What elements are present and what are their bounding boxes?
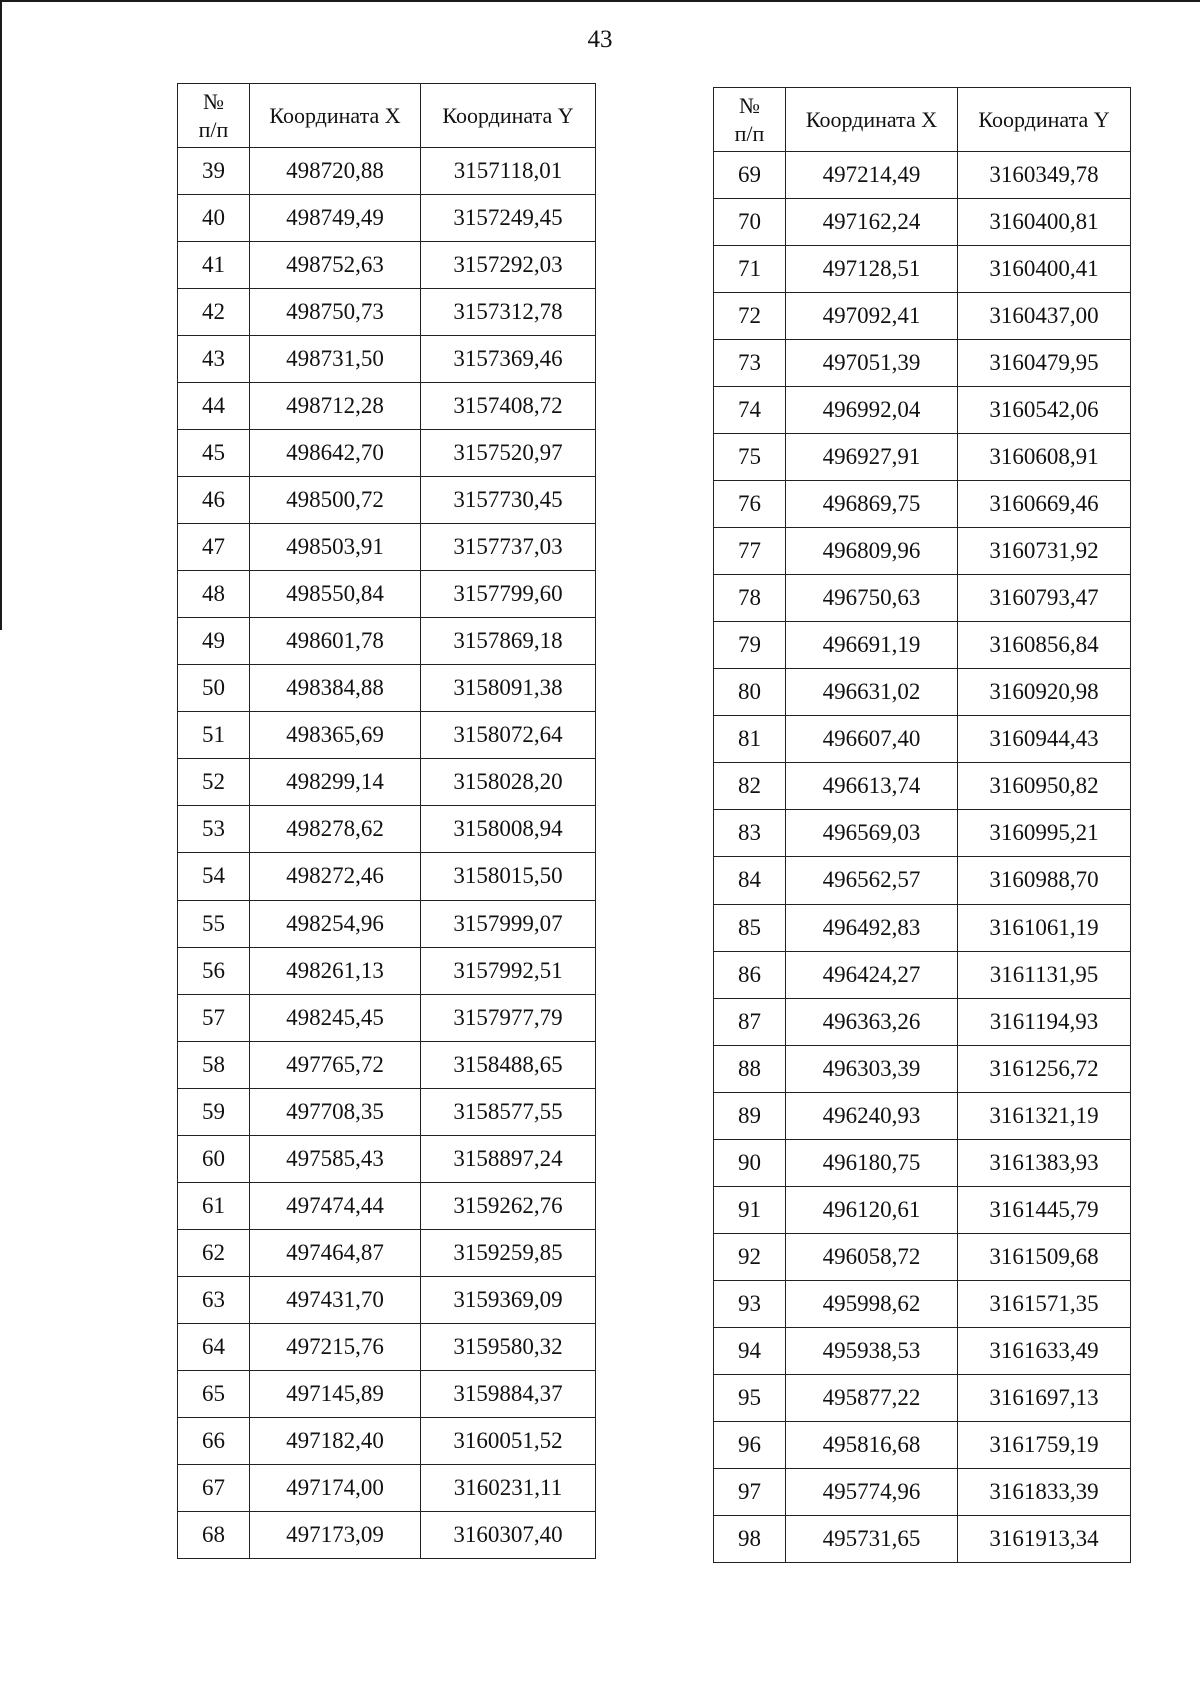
table-row (714, 763, 1131, 810)
cell-number: 73 (714, 340, 786, 387)
cell-coordinate-x: 495938,53 (786, 1327, 958, 1374)
table-row (178, 571, 596, 618)
cell-coordinate-x: 498299,14 (250, 759, 421, 806)
cell-coordinate-x: 497145,89 (250, 1370, 421, 1417)
cell-coordinate-y: 3157369,46 (421, 336, 596, 383)
table-row (714, 1374, 1131, 1421)
cell-coordinate-x: 496613,74 (786, 763, 958, 810)
cell-number: 95 (714, 1374, 786, 1421)
cell-coordinate-x: 496120,61 (786, 1186, 958, 1233)
table-row (178, 712, 596, 759)
cell-coordinate-y: 3158488,65 (421, 1041, 596, 1088)
cell-coordinate-y: 3160988,70 (958, 857, 1131, 904)
cell-coordinate-x: 496424,27 (786, 951, 958, 998)
cell-number: 44 (178, 383, 250, 430)
cell-number: 52 (178, 759, 250, 806)
cell-coordinate-y: 3161256,72 (958, 1045, 1131, 1092)
cell-number: 69 (714, 152, 786, 199)
table-row (714, 622, 1131, 669)
cell-number: 90 (714, 1139, 786, 1186)
cell-coordinate-x: 497708,35 (250, 1088, 421, 1135)
cell-coordinate-x: 497474,44 (250, 1182, 421, 1229)
cell-number: 70 (714, 199, 786, 246)
cell-coordinate-x: 498712,28 (250, 383, 421, 430)
cell-number: 48 (178, 571, 250, 618)
cell-coordinate-x: 496303,39 (786, 1045, 958, 1092)
cell-number: 49 (178, 618, 250, 665)
table-row (178, 947, 596, 994)
table-row (714, 904, 1131, 951)
scan-edge-left (0, 0, 2, 630)
coordinates-table-right (713, 87, 1131, 1563)
cell-coordinate-y: 3161759,19 (958, 1421, 1131, 1468)
table-row (714, 152, 1131, 199)
cell-coordinate-y: 3161571,35 (958, 1280, 1131, 1327)
table-row (714, 340, 1131, 387)
cell-coordinate-y: 3157999,07 (421, 900, 596, 947)
cell-number: 97 (714, 1468, 786, 1515)
cell-number: 75 (714, 434, 786, 481)
cell-coordinate-y: 3157730,45 (421, 477, 596, 524)
cell-coordinate-y: 3157249,45 (421, 195, 596, 242)
cell-number: 80 (714, 669, 786, 716)
cell-number: 64 (178, 1323, 250, 1370)
cell-coordinate-x: 498365,69 (250, 712, 421, 759)
cell-number: 96 (714, 1421, 786, 1468)
cell-coordinate-y: 3160920,98 (958, 669, 1131, 716)
cell-number: 81 (714, 716, 786, 763)
cell-coordinate-x: 497585,43 (250, 1135, 421, 1182)
cell-number: 88 (714, 1045, 786, 1092)
cell-number: 71 (714, 246, 786, 293)
cell-coordinate-x: 496607,40 (786, 716, 958, 763)
cell-coordinate-x: 497214,49 (786, 152, 958, 199)
cell-number: 56 (178, 947, 250, 994)
table-row (714, 575, 1131, 622)
table-row (714, 387, 1131, 434)
cell-coordinate-x: 497464,87 (250, 1229, 421, 1276)
table-row (714, 1280, 1131, 1327)
cell-coordinate-y: 3160307,40 (421, 1511, 596, 1558)
cell-coordinate-x: 497162,24 (786, 199, 958, 246)
header-number: № п/п (178, 84, 250, 148)
cell-coordinate-y: 3161061,19 (958, 904, 1131, 951)
table-row (714, 1327, 1131, 1374)
cell-coordinate-x: 498272,46 (250, 853, 421, 900)
table-row (714, 1186, 1131, 1233)
cell-number: 58 (178, 1041, 250, 1088)
cell-number: 83 (714, 810, 786, 857)
table-row (178, 289, 596, 336)
cell-coordinate-y: 3161321,19 (958, 1092, 1131, 1139)
table-row (178, 336, 596, 383)
table-row (178, 1088, 596, 1135)
header-coordinate-x: Координата X (250, 84, 421, 148)
cell-coordinate-y: 3160437,00 (958, 293, 1131, 340)
cell-coordinate-x: 496492,83 (786, 904, 958, 951)
cell-number: 47 (178, 524, 250, 571)
header-number: № п/п (714, 88, 786, 152)
cell-coordinate-y: 3161697,13 (958, 1374, 1131, 1421)
cell-coordinate-y: 3160950,82 (958, 763, 1131, 810)
cell-coordinate-x: 497092,41 (786, 293, 958, 340)
table-row (178, 242, 596, 289)
cell-number: 62 (178, 1229, 250, 1276)
cell-coordinate-y: 3159369,09 (421, 1276, 596, 1323)
header-coordinate-x: Координата X (786, 88, 958, 152)
cell-coordinate-y: 3157799,60 (421, 571, 596, 618)
cell-number: 51 (178, 712, 250, 759)
cell-coordinate-x: 498752,63 (250, 242, 421, 289)
table-row (178, 618, 596, 665)
cell-coordinate-y: 3161131,95 (958, 951, 1131, 998)
cell-coordinate-x: 497174,00 (250, 1464, 421, 1511)
cell-coordinate-x: 496631,02 (786, 669, 958, 716)
table-row (714, 998, 1131, 1045)
cell-number: 41 (178, 242, 250, 289)
cell-coordinate-x: 498601,78 (250, 618, 421, 665)
cell-coordinate-x: 498261,13 (250, 947, 421, 994)
table-header-row (178, 84, 596, 148)
cell-number: 43 (178, 336, 250, 383)
cell-number: 57 (178, 994, 250, 1041)
cell-number: 77 (714, 528, 786, 575)
cell-coordinate-x: 495877,22 (786, 1374, 958, 1421)
table-row (178, 806, 596, 853)
cell-number: 40 (178, 195, 250, 242)
scan-edge-top (0, 0, 1200, 2)
table-row (714, 669, 1131, 716)
cell-coordinate-y: 3161633,49 (958, 1327, 1131, 1374)
table-row (714, 528, 1131, 575)
cell-number: 61 (178, 1182, 250, 1229)
cell-coordinate-y: 3157869,18 (421, 618, 596, 665)
cell-coordinate-x: 497765,72 (250, 1041, 421, 1088)
cell-coordinate-y: 3158897,24 (421, 1135, 596, 1182)
cell-number: 39 (178, 148, 250, 195)
cell-coordinate-y: 3157118,01 (421, 148, 596, 195)
cell-number: 45 (178, 430, 250, 477)
table-row (178, 1229, 596, 1276)
cell-coordinate-x: 498245,45 (250, 994, 421, 1041)
cell-coordinate-x: 495998,62 (786, 1280, 958, 1327)
cell-coordinate-y: 3158008,94 (421, 806, 596, 853)
coordinates-table-left (177, 83, 596, 1559)
cell-coordinate-x: 497128,51 (786, 246, 958, 293)
cell-coordinate-y: 3161833,39 (958, 1468, 1131, 1515)
cell-coordinate-y: 3157737,03 (421, 524, 596, 571)
table-row (714, 293, 1131, 340)
table-row (714, 246, 1131, 293)
cell-coordinate-x: 496240,93 (786, 1092, 958, 1139)
table-row (178, 195, 596, 242)
cell-coordinate-x: 495731,65 (786, 1515, 958, 1562)
cell-coordinate-x: 497431,70 (250, 1276, 421, 1323)
header-coordinate-y: Координата Y (421, 84, 596, 148)
cell-coordinate-x: 498278,62 (250, 806, 421, 853)
cell-coordinate-x: 496058,72 (786, 1233, 958, 1280)
cell-coordinate-x: 497173,09 (250, 1511, 421, 1558)
cell-coordinate-x: 495816,68 (786, 1421, 958, 1468)
cell-coordinate-y: 3159259,85 (421, 1229, 596, 1276)
cell-number: 94 (714, 1327, 786, 1374)
cell-coordinate-y: 3160349,78 (958, 152, 1131, 199)
cell-coordinate-y: 3161383,93 (958, 1139, 1131, 1186)
cell-number: 53 (178, 806, 250, 853)
table-row (178, 900, 596, 947)
cell-number: 79 (714, 622, 786, 669)
table-row (178, 1323, 596, 1370)
table-row (714, 1468, 1131, 1515)
cell-coordinate-y: 3157292,03 (421, 242, 596, 289)
cell-number: 74 (714, 387, 786, 434)
cell-coordinate-x: 497051,39 (786, 340, 958, 387)
cell-coordinate-x: 498720,88 (250, 148, 421, 195)
cell-number: 60 (178, 1135, 250, 1182)
table-row (178, 1276, 596, 1323)
cell-coordinate-y: 3160856,84 (958, 622, 1131, 669)
cell-coordinate-x: 498254,96 (250, 900, 421, 947)
table-row (714, 951, 1131, 998)
cell-coordinate-y: 3158072,64 (421, 712, 596, 759)
table-row (178, 1511, 596, 1558)
cell-number: 93 (714, 1280, 786, 1327)
table-row (178, 148, 596, 195)
cell-coordinate-x: 496869,75 (786, 481, 958, 528)
cell-coordinate-y: 3157408,72 (421, 383, 596, 430)
cell-coordinate-y: 3159262,76 (421, 1182, 596, 1229)
table-row (714, 810, 1131, 857)
cell-coordinate-y: 3161509,68 (958, 1233, 1131, 1280)
table-row (714, 1421, 1131, 1468)
cell-coordinate-x: 496750,63 (786, 575, 958, 622)
cell-coordinate-x: 496363,26 (786, 998, 958, 1045)
table-row (178, 1041, 596, 1088)
cell-coordinate-y: 3157312,78 (421, 289, 596, 336)
cell-coordinate-y: 3158028,20 (421, 759, 596, 806)
table-row (178, 477, 596, 524)
table-header-row (714, 88, 1131, 152)
cell-coordinate-x: 498550,84 (250, 571, 421, 618)
table-row (714, 857, 1131, 904)
cell-number: 63 (178, 1276, 250, 1323)
table-row (178, 1135, 596, 1182)
cell-number: 98 (714, 1515, 786, 1562)
table-row (178, 430, 596, 477)
cell-coordinate-y: 3158577,55 (421, 1088, 596, 1135)
cell-number: 86 (714, 951, 786, 998)
cell-coordinate-y: 3160542,06 (958, 387, 1131, 434)
table-row (714, 199, 1131, 246)
cell-coordinate-y: 3160793,47 (958, 575, 1131, 622)
cell-number: 55 (178, 900, 250, 947)
cell-coordinate-y: 3158091,38 (421, 665, 596, 712)
cell-number: 76 (714, 481, 786, 528)
header-coordinate-y: Координата Y (958, 88, 1131, 152)
cell-coordinate-y: 3160051,52 (421, 1417, 596, 1464)
cell-number: 46 (178, 477, 250, 524)
cell-coordinate-y: 3161445,79 (958, 1186, 1131, 1233)
cell-coordinate-y: 3157977,79 (421, 994, 596, 1041)
cell-coordinate-y: 3157992,51 (421, 947, 596, 994)
table-row (714, 1233, 1131, 1280)
cell-coordinate-x: 496562,57 (786, 857, 958, 904)
cell-coordinate-y: 3160400,81 (958, 199, 1131, 246)
table-row (714, 716, 1131, 763)
cell-coordinate-x: 496180,75 (786, 1139, 958, 1186)
cell-coordinate-y: 3160608,91 (958, 434, 1131, 481)
cell-coordinate-x: 495774,96 (786, 1468, 958, 1515)
cell-coordinate-y: 3160944,43 (958, 716, 1131, 763)
cell-coordinate-x: 498750,73 (250, 289, 421, 336)
cell-coordinate-x: 498503,91 (250, 524, 421, 571)
cell-number: 65 (178, 1370, 250, 1417)
cell-number: 50 (178, 665, 250, 712)
cell-coordinate-x: 498642,70 (250, 430, 421, 477)
cell-coordinate-x: 496569,03 (786, 810, 958, 857)
cell-coordinate-x: 497182,40 (250, 1417, 421, 1464)
table-row (714, 1092, 1131, 1139)
page-number: 43 (587, 26, 613, 53)
cell-coordinate-x: 496992,04 (786, 387, 958, 434)
table-row (178, 1464, 596, 1511)
cell-coordinate-y: 3160669,46 (958, 481, 1131, 528)
cell-coordinate-y: 3160731,92 (958, 528, 1131, 575)
cell-number: 87 (714, 998, 786, 1045)
table-row (714, 434, 1131, 481)
cell-coordinate-x: 498384,88 (250, 665, 421, 712)
table-row (178, 994, 596, 1041)
cell-number: 91 (714, 1186, 786, 1233)
table-row (178, 853, 596, 900)
cell-coordinate-x: 498500,72 (250, 477, 421, 524)
cell-number: 82 (714, 763, 786, 810)
cell-number: 68 (178, 1511, 250, 1558)
table-row (178, 1370, 596, 1417)
table-row (178, 1182, 596, 1229)
cell-coordinate-y: 3161913,34 (958, 1515, 1131, 1562)
cell-number: 42 (178, 289, 250, 336)
cell-number: 72 (714, 293, 786, 340)
cell-coordinate-x: 496691,19 (786, 622, 958, 669)
cell-coordinate-y: 3159884,37 (421, 1370, 596, 1417)
cell-coordinate-y: 3160479,95 (958, 340, 1131, 387)
cell-coordinate-y: 3158015,50 (421, 853, 596, 900)
cell-number: 54 (178, 853, 250, 900)
table-row (714, 1515, 1131, 1562)
cell-coordinate-x: 497215,76 (250, 1323, 421, 1370)
cell-number: 84 (714, 857, 786, 904)
cell-coordinate-y: 3161194,93 (958, 998, 1131, 1045)
cell-coordinate-x: 498731,50 (250, 336, 421, 383)
cell-coordinate-y: 3160995,21 (958, 810, 1131, 857)
cell-coordinate-y: 3160400,41 (958, 246, 1131, 293)
cell-number: 85 (714, 904, 786, 951)
cell-coordinate-x: 496927,91 (786, 434, 958, 481)
cell-coordinate-y: 3160231,11 (421, 1464, 596, 1511)
table-row (714, 1045, 1131, 1092)
table-row (178, 383, 596, 430)
table-row (714, 481, 1131, 528)
table-row (178, 524, 596, 571)
cell-number: 78 (714, 575, 786, 622)
cell-coordinate-x: 498749,49 (250, 195, 421, 242)
cell-coordinate-x: 496809,96 (786, 528, 958, 575)
cell-coordinate-y: 3157520,97 (421, 430, 596, 477)
cell-number: 59 (178, 1088, 250, 1135)
cell-coordinate-y: 3159580,32 (421, 1323, 596, 1370)
table-row (178, 665, 596, 712)
table-row (178, 759, 596, 806)
cell-number: 67 (178, 1464, 250, 1511)
cell-number: 66 (178, 1417, 250, 1464)
cell-number: 92 (714, 1233, 786, 1280)
cell-number: 89 (714, 1092, 786, 1139)
table-row (714, 1139, 1131, 1186)
table-row (178, 1417, 596, 1464)
